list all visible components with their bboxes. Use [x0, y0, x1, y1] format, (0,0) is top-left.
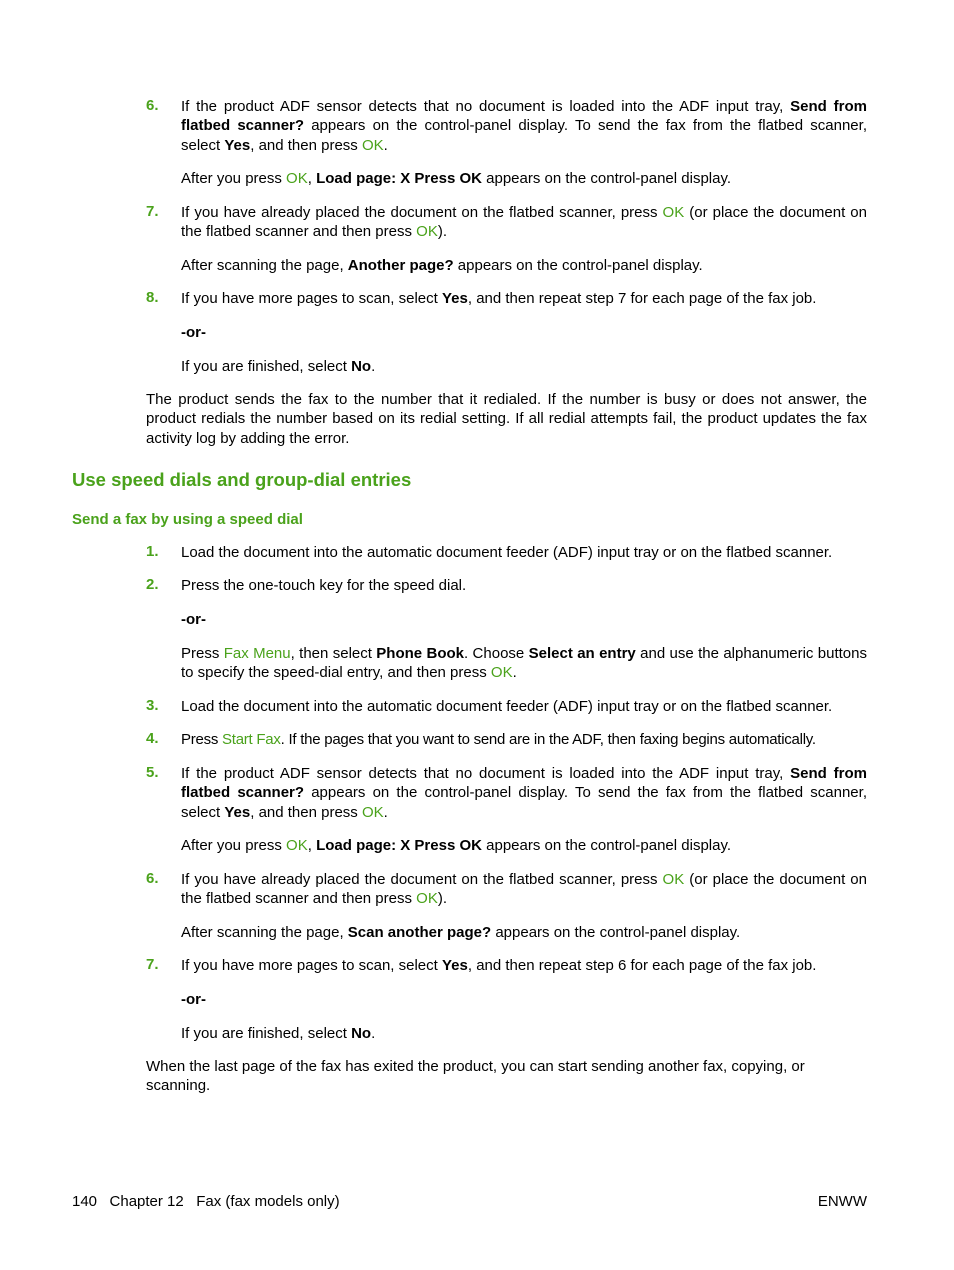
text: , and then press: [250, 803, 362, 821]
text: , and then press: [250, 136, 362, 154]
step-number: 2.: [146, 576, 159, 593]
step-note: [181, 923, 867, 942]
closing-paragraph: When the last page of the fax has exited the product, you can start sending another fax, copying, or scanning.: [146, 1058, 805, 1095]
step-text: Load the document into the automatic document feeder (ADF) input tray or on the flatbed scanner.: [181, 544, 833, 561]
ok-button-reference: OK: [662, 871, 685, 888]
display-message: Scan another page?: [347, 924, 492, 941]
step-text: [181, 203, 867, 242]
menu-item-phone-book: Phone Book: [376, 645, 465, 662]
text: appears on the control-panel display.: [453, 257, 703, 274]
subsection-heading: Send a fax by using a speed dial: [72, 511, 303, 528]
text: .: [512, 664, 517, 682]
display-message: Load page: X Press OK: [316, 170, 482, 187]
option-no: No: [351, 1025, 372, 1042]
text: (or place the document on the flatbed scanner and then press: [181, 871, 867, 908]
text: .: [383, 803, 388, 821]
ok-button-reference: OK: [490, 664, 513, 682]
footer-page-info: 140 Chapter 12 Fax (fax models only): [72, 1193, 340, 1210]
step-note: [181, 1024, 867, 1043]
display-message: Send from flatbed scanner?: [181, 765, 867, 802]
text: .: [371, 1025, 376, 1042]
section-heading: Use speed dials and group-dial entries: [72, 469, 412, 490]
step-text: [181, 764, 867, 822]
text: If you are finished, select: [181, 1025, 352, 1042]
ok-button-reference: OK: [361, 803, 384, 821]
step-number: 3.: [146, 697, 159, 714]
text: appears on the control-panel display.: [481, 837, 732, 854]
footer-locale: ENWW: [817, 1193, 867, 1210]
text: and use the alphanumeric buttons to specify the speed-dial entry, and then press: [181, 645, 867, 682]
step-number: 5.: [146, 764, 159, 781]
text: After you press: [181, 170, 287, 187]
step-note: [181, 836, 867, 855]
text: Press: [181, 645, 224, 662]
step-number: 7.: [146, 956, 159, 973]
text: appears on the control-panel display.: [481, 170, 732, 187]
text: After scanning the page,: [181, 257, 348, 274]
option-yes: Yes: [224, 803, 251, 821]
fax-menu-button-reference: Fax Menu: [223, 645, 291, 662]
ok-button-reference: OK: [416, 890, 438, 908]
text: , then select: [290, 645, 377, 662]
option-yes: Yes: [441, 290, 468, 307]
ok-button-reference: OK: [662, 204, 685, 221]
step-text: [181, 730, 867, 749]
text: appears on the control-panel display. To send the fax from the flatbed scanner, select: [181, 117, 867, 154]
body-paragraph: The product sends the fax to the number that it redialed. If the number is busy or does not answer, the product redials the number based on its redial setting. If all redial attempts fail, the product updates the fax activity log by adding the error.: [146, 391, 867, 447]
step-text: Press the one-touch key for the speed dial.: [181, 577, 467, 594]
text: appears on the control-panel display. To send the fax from the flatbed scanner, select: [181, 784, 867, 821]
step-note: [181, 357, 867, 376]
text: . If the pages that you want to send are in the ADF, then faxing begins automatically.: [280, 731, 816, 748]
step-number: 6.: [146, 97, 159, 114]
text: .: [383, 136, 388, 154]
step-text: [181, 956, 867, 975]
start-fax-button-reference: Start Fax: [222, 731, 281, 748]
step-text: [181, 289, 867, 308]
step-number: 4.: [146, 730, 159, 747]
display-message: Another page?: [347, 257, 454, 274]
text: appears on the control-panel display.: [491, 924, 741, 941]
text: If you have already placed the document on the flatbed scanner, press: [181, 871, 663, 888]
step-note: [181, 256, 867, 275]
step-note: [181, 169, 867, 188]
text: . Choose: [464, 645, 529, 662]
text: If the product ADF sensor detects that no document is loaded into the ADF input tray,: [181, 765, 791, 782]
step-note: [181, 644, 867, 683]
step-number: 7.: [146, 203, 159, 220]
ok-button-reference: OK: [286, 170, 308, 187]
or-separator: -or-: [181, 611, 206, 628]
step-text: [181, 97, 867, 155]
step-text: [181, 870, 867, 909]
text: ,: [307, 170, 317, 187]
text: If you have more pages to scan, select: [181, 957, 442, 974]
text: If you have more pages to scan, select: [181, 290, 442, 307]
ok-button-reference: OK: [361, 136, 384, 154]
text: After you press: [181, 837, 287, 854]
text: After scanning the page,: [181, 924, 348, 941]
step-text: Load the document into the automatic document feeder (ADF) input tray or on the flatbed scanner.: [181, 698, 833, 715]
text: If the product ADF sensor detects that no document is loaded into the ADF input tray,: [181, 98, 791, 115]
text: Press: [181, 731, 223, 748]
text: ).: [437, 223, 448, 241]
ok-button-reference: OK: [416, 223, 438, 241]
menu-item-select-entry: Select an entry: [528, 645, 636, 662]
text: .: [371, 358, 376, 375]
option-yes: Yes: [224, 136, 251, 154]
text: (or place the document on the flatbed scanner and then press: [181, 204, 867, 241]
display-message: Load page: X Press OK: [316, 837, 482, 854]
display-message: Send from flatbed scanner?: [181, 98, 867, 135]
step-number: 6.: [146, 870, 159, 887]
text: ,: [307, 837, 317, 854]
step-number: 8.: [146, 289, 159, 306]
or-separator: -or-: [181, 991, 206, 1008]
ok-button-reference: OK: [286, 837, 308, 854]
text: If you have already placed the document on the flatbed scanner, press: [181, 204, 663, 221]
option-no: No: [351, 358, 372, 375]
option-yes: Yes: [441, 957, 468, 974]
text: , and then repeat step 6 for each page of the fax job.: [467, 957, 817, 974]
text: ).: [437, 890, 448, 908]
step-number: 1.: [146, 543, 159, 560]
text: If you are finished, select: [181, 358, 352, 375]
or-separator: -or-: [181, 324, 206, 341]
text: , and then repeat step 7 for each page of the fax job.: [467, 290, 817, 307]
